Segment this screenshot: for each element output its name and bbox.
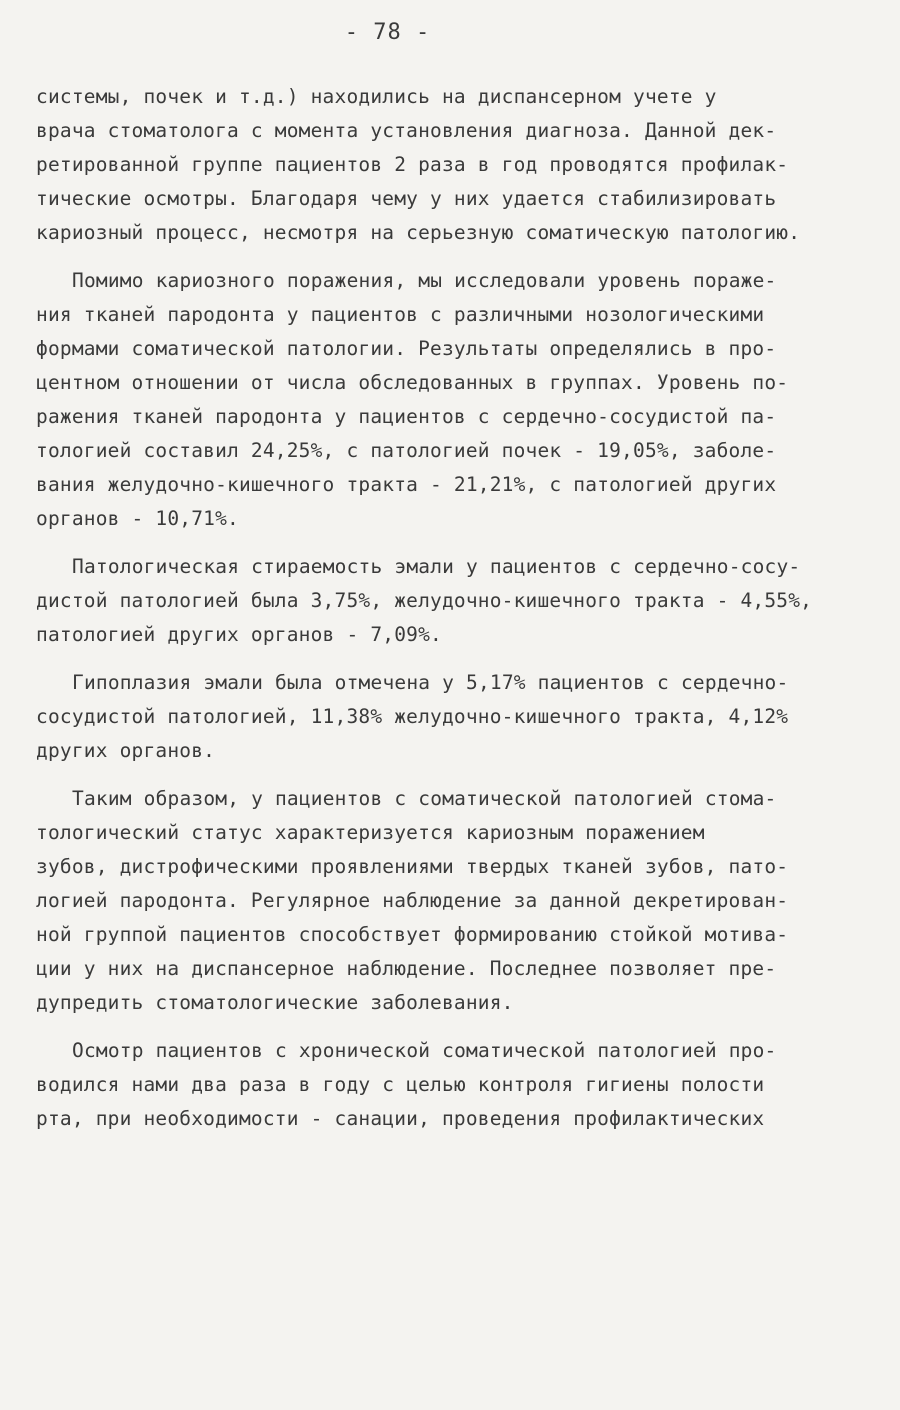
text-line: ражения тканей пародонта у пациентов с сердечно-сосудистой па- xyxy=(36,405,777,428)
text-line: рта, при необходимости - санации, проведения профилактических xyxy=(36,1107,765,1130)
text-line: ния тканей пародонта у пациентов с различными нозологическими xyxy=(36,303,765,326)
paragraph-1 xyxy=(36,80,876,250)
text-line: формами соматической патологии. Результаты определялись в про- xyxy=(36,337,777,360)
text-line: водился нами два раза в году с целью контроля гигиены полости xyxy=(36,1073,765,1096)
text-line: ции у них на диспансерное наблюдение. Последнее позволяет пре- xyxy=(36,957,777,980)
text-line: центном отношении от числа обследованных в группах. Уровень по- xyxy=(36,371,789,394)
text-line: тические осмотры. Благодаря чему у них удается стабилизировать xyxy=(36,187,777,210)
text-line: тологический статус характеризуется кариозным поражением xyxy=(36,821,705,844)
text-line: Помимо кариозного поражения, мы исследовали уровень пораже- xyxy=(72,269,777,292)
text-line: дистой патологией была 3,75%, желудочно-кишечного тракта - 4,55%, xyxy=(36,589,813,612)
text-line: органов - 10,71%. xyxy=(36,507,239,530)
text-line: кариозный процесс, несмотря на серьезную соматическую патологию. xyxy=(36,221,801,244)
text-line: логией пародонта. Регулярное наблюдение за данной декретирован- xyxy=(36,889,789,912)
text-line: системы, почек и т.д.) находились на диспансерном учете у xyxy=(36,85,717,108)
paragraph-2 xyxy=(36,264,876,536)
paragraph-5 xyxy=(36,782,876,1020)
text-line: патологией других органов - 7,09%. xyxy=(36,623,442,646)
text-line: Таким образом, у пациентов с соматической патологией стома- xyxy=(72,787,777,810)
text-line: Гипоплазия эмали была отмечена у 5,17% пациентов с сердечно- xyxy=(72,671,789,694)
text-line: Патологическая стираемость эмали у пациентов с сердечно-сосу- xyxy=(72,555,801,578)
text-line: вания желудочно-кишечного тракта - 21,21%, с патологией других xyxy=(36,473,777,496)
paragraph-6 xyxy=(36,1034,876,1136)
paragraph-4 xyxy=(36,666,876,768)
page-number: - 78 - xyxy=(344,20,431,45)
body-text xyxy=(36,80,876,1150)
text-line: зубов, дистрофическими проявлениями твердых тканей зубов, пато- xyxy=(36,855,789,878)
text-line: Осмотр пациентов с хронической соматической патологией про- xyxy=(72,1039,777,1062)
text-line: ретированной группе пациентов 2 раза в год проводятся профилак- xyxy=(36,153,789,176)
text-line: ной группой пациентов способствует формированию стойкой мотива- xyxy=(36,923,789,946)
text-line: сосудистой патологией, 11,38% желудочно-кишечного тракта, 4,12% xyxy=(36,705,789,728)
text-line: других органов. xyxy=(36,739,216,762)
paragraph-3 xyxy=(36,550,876,652)
text-line: врача стоматолога с момента установления диагноза. Данной дек- xyxy=(36,119,777,142)
text-line: дупредить стоматологические заболевания. xyxy=(36,991,514,1014)
text-line: тологией составил 24,25%, с патологией почек - 19,05%, заболе- xyxy=(36,439,777,462)
